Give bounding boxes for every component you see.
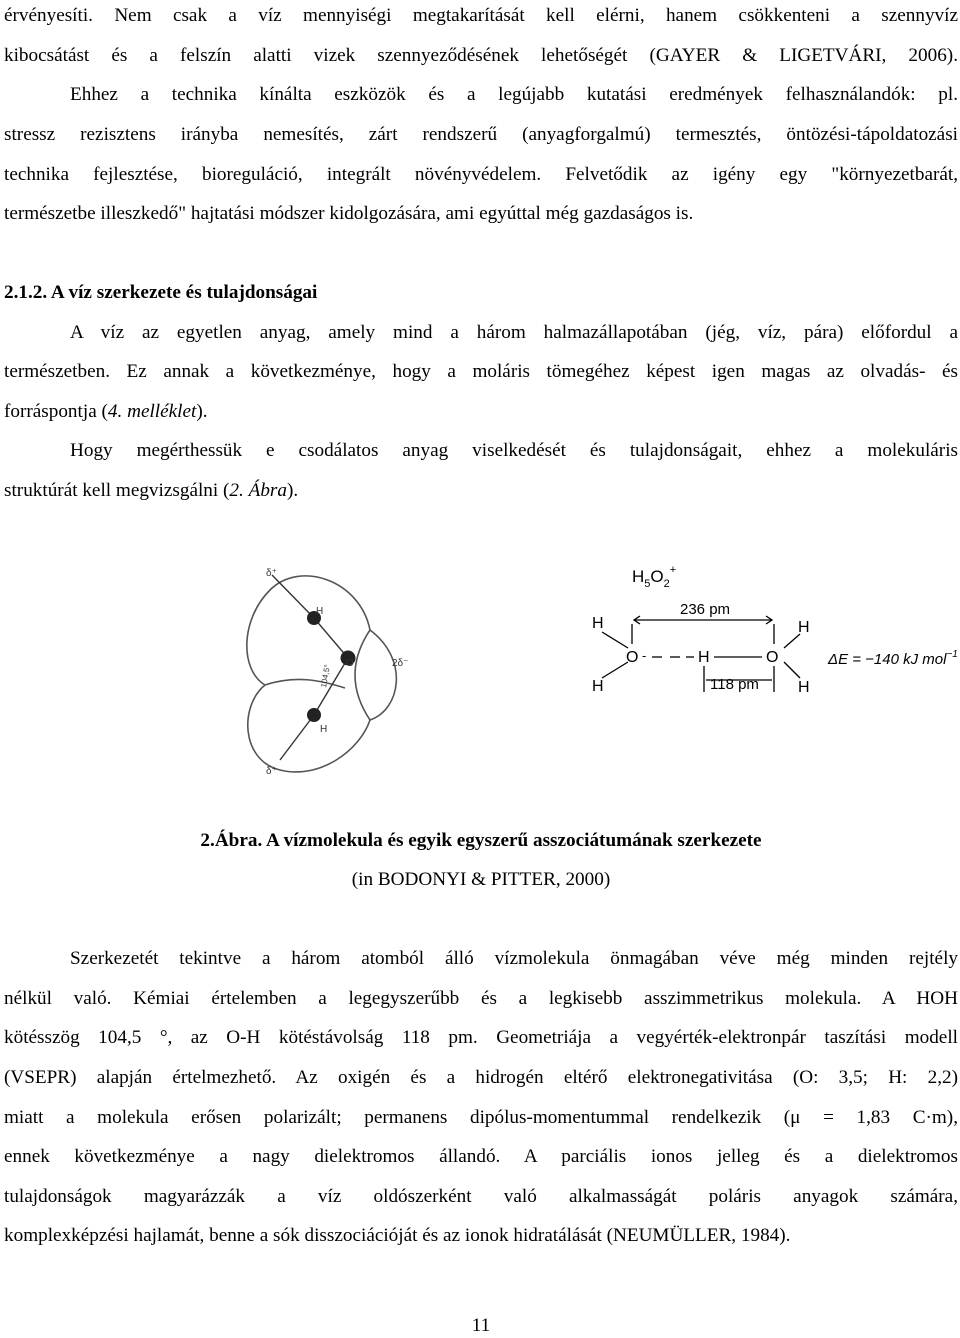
bond-angle-label: 104,5° (319, 663, 333, 689)
formula-label: $H_5O_2^+$ (632, 564, 677, 590)
text-line: kibocsátást és a felszín alatti vizek szennyeződésének lehetőségét (GAYER & LIGETVÁRI, 2006). (4, 45, 958, 66)
h5o2-associate-diagram (584, 560, 960, 710)
partial-charge-label: δ⁺ (266, 568, 277, 579)
partial-charge-label: δ⁺ (266, 766, 277, 777)
atom-label: H (798, 679, 810, 696)
atom-label: H (592, 615, 604, 632)
text-line: Szerkezetét tekintve a három atomból álló vízmolekula önmagában véve még minden rejtély (70, 948, 958, 969)
text-line: Ehhez a technika kínálta eszközök és a legújabb kutatási eredmények felhasználandók: pl. (70, 84, 958, 105)
text-line: Hogy megérthessük e csodálatos anyag viselkedését és tulajdonságait, ehhez a molekuláris (70, 440, 958, 461)
water-molecule-diagram (240, 560, 440, 780)
figure-caption (4, 829, 958, 853)
atom-label: O (626, 649, 639, 666)
electron-cloud-inner (355, 630, 370, 720)
charge-sign: - (642, 648, 647, 663)
text-line: technika fejlesztése, bioreguláció, integrált növényvédelem. Felvetődik az igény egy "környezetbarát, (4, 164, 958, 185)
page-number: 11 (471, 1315, 491, 1336)
text-line: tulajdonságok magyarázzák a víz oldószerként való alkalmasságát poláris anyagok számára, (4, 1186, 958, 1207)
atom-label: H (698, 649, 710, 666)
atom-label: H (316, 606, 324, 617)
annex-reference: 4. melléklet (107, 401, 197, 422)
text-line: komplexképzési hajlamát, benne a sók disszociációját és az ionok hidratálását (NEUMÜLLER, 1984). (4, 1225, 791, 1246)
text-line: A víz az egyetlen anyag, amely mind a három halmazállapotában (jég, víz, pára) előfordul a (70, 322, 958, 343)
figure-label: 2.Ábra. (200, 830, 263, 851)
atom-label: O (346, 658, 354, 669)
hydrogen-atom-bottom (307, 708, 321, 722)
figure-source: (in BODONYI & PITTER, 2000) (351, 869, 611, 890)
distance-label: 118 pm (710, 676, 759, 693)
text-line: stressz rezisztens irányba nemesítés, zárt rendszerű (anyagforgalmú) termesztés, öntözési-tápoldatozási (4, 124, 958, 145)
atom-label: O (766, 649, 779, 666)
text-line: természetben. Ez annak a következménye, hogy a moláris tömegéhez képest igen magas az olvadás- és (4, 361, 958, 382)
text-line: természetbe illeszkedő" hajtatási módszer kidolgozására, ami egyúttal még gazdaságos is. (4, 203, 694, 224)
section-heading: 2.1.2. A víz szerkezete és tulajdonságai (4, 282, 318, 303)
text-line: kötésszög 104,5 °, az O-H kötéstávolság 118 pm. Geometriája a vegyérték-elektronpár taszítási modell (4, 1027, 958, 1048)
text-line: (VSEPR) alapján értelmezhető. Az oxigén és a hidrogén eltérő elektronegativitása (O: 3,5; H: 2,2) (4, 1067, 958, 1088)
distance-label: 236 pm (680, 601, 731, 618)
text-line: nélkül való. Kémiai értelemben a legegyszerűbb és a legkisebb asszimmetrikus molekula. A HOH (4, 988, 958, 1009)
text-line: forráspontja (4. melléklet). (4, 401, 208, 422)
atom-label: H (592, 678, 604, 695)
figure-title: A vízmolekula és egyik egyszerű asszociátumának szerkezete (262, 830, 762, 851)
text-line: ennek következménye a nagy dielektromos állandó. A parciális ionos jelleg és a dielektromos (4, 1146, 958, 1167)
text-line: miatt a molekula erősen polarizált; permanens dipólus-momentummal rendelkezik (μ = 1,83 C·m), (4, 1107, 958, 1128)
figure-reference: 2. Ábra (229, 480, 287, 501)
atom-label: H (320, 724, 328, 735)
text-line: struktúrát kell megvizsgálni (2. Ábra). (4, 480, 299, 501)
partial-charge-label: 2δ⁻ (392, 658, 409, 669)
text-line: érvényesíti. Nem csak a víz mennyiségi megtakarítását kell elérni, hanem csökkenteni a szennyvíz (4, 5, 958, 26)
energy-label: ΔE = −140 kJ mol$^{-1}$ (828, 649, 958, 668)
atom-label: H (798, 619, 810, 636)
